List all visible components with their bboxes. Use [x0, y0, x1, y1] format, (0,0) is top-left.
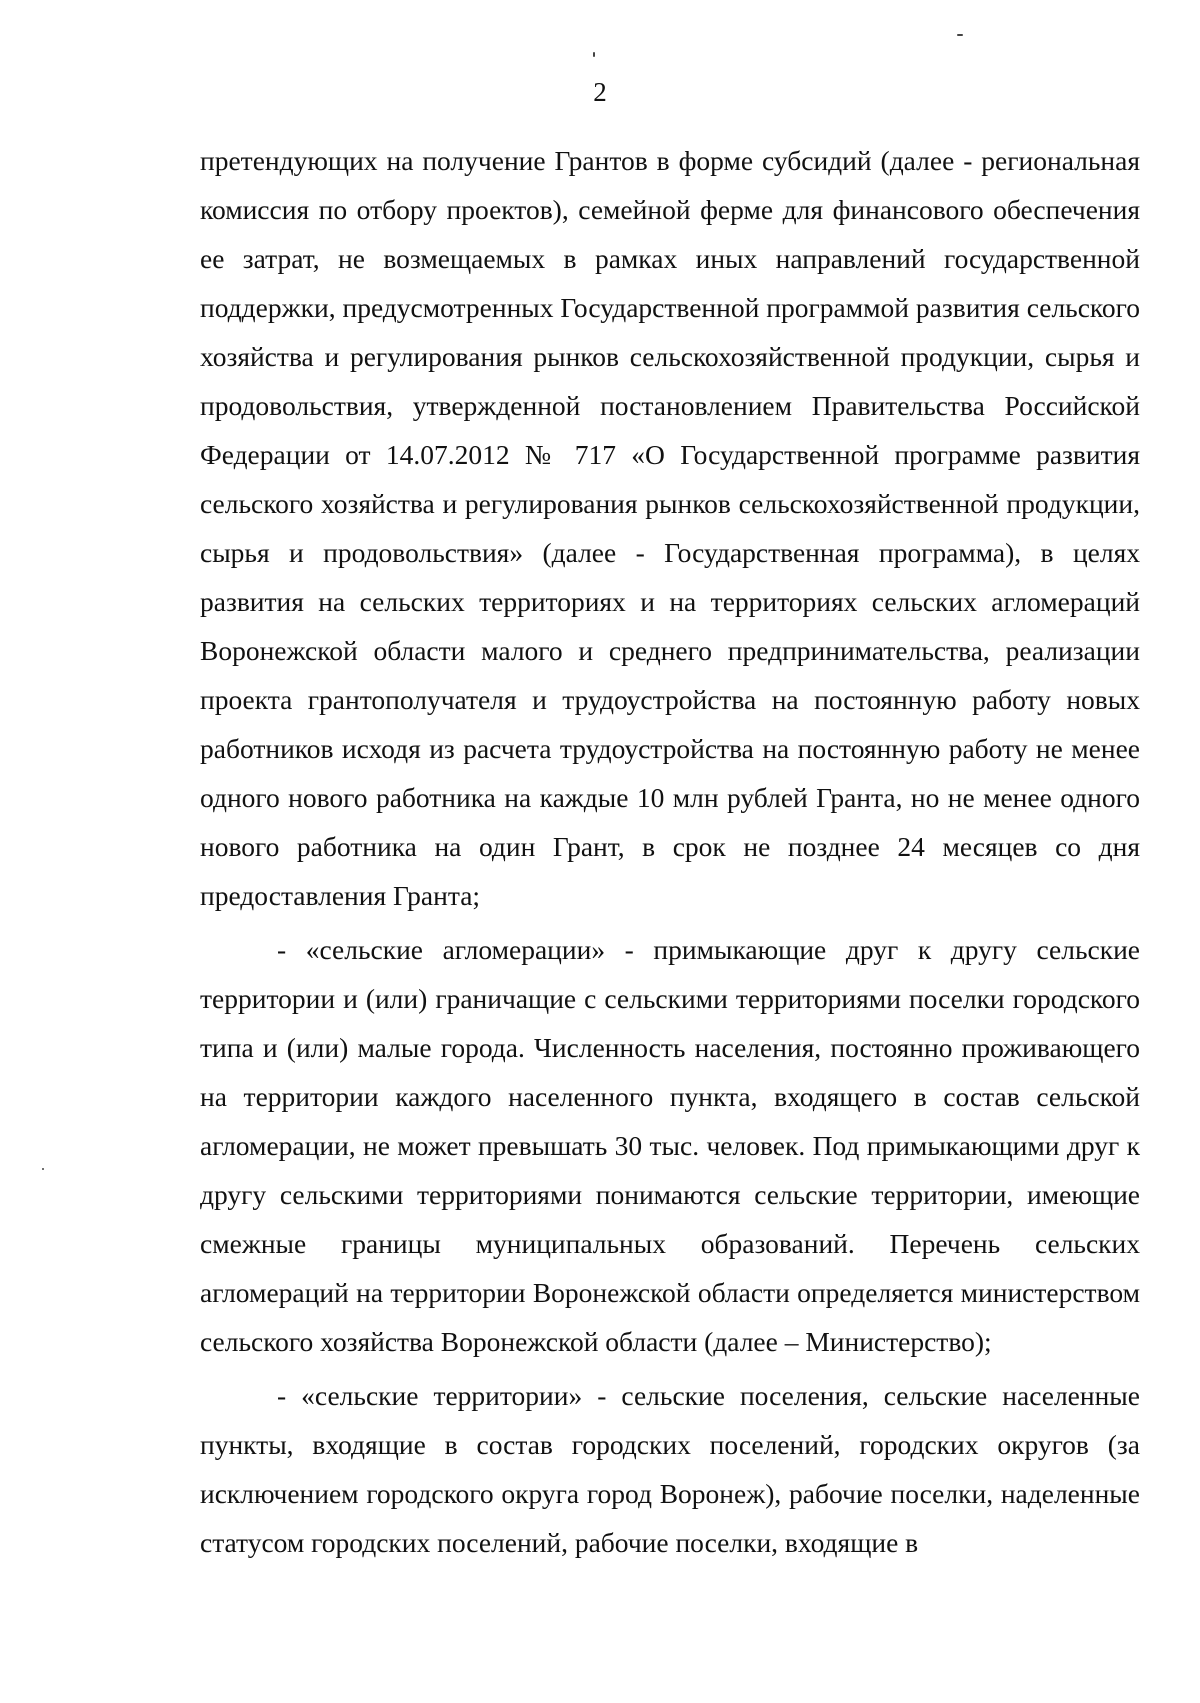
document-body — [200, 136, 1140, 1567]
paragraph-rural-territories: - «сельские территории» - сельские поселения, сельские населенные пункты, входящие в состав городских поселений, городских округов (за исключением городского округа город Воронеж), рабочие поселки, наделенные статусом городских поселений, рабочие поселки, входящие в — [200, 1380, 1140, 1558]
page-number: 2 — [593, 77, 607, 107]
scan-speck — [42, 1168, 44, 1170]
paragraph-continuation: претендующих на получение Грантов в форме субсидий (далее - региональная комиссия по отбору проектов), семейной ферме для финансового обеспечения ее затрат, не возмещаемых в рамках иных направлений государственной поддержки, предусмотренных Государственной программой развития сельского хозяйства и регулирования рынков сельскохозяйственной продукции, сырья и продовольствия, утвержденной постановлением Правительства Российской Федерации от 14.07.2012 № 717 «О Государственной программе развития сельского хозяйства и регулирования рынков сельскохозяйственной продукции, сырья и продовольствия» (далее - Государственная программа), в целях развития на сельских территориях и на территориях сельских агломераций Воронежской области малого и среднего предпринимательства, реализации проекта грантополучателя и трудоустройства на постоянную работу новых работников исходя из расчета трудоустройства на постоянную работу не менее одного нового работника на каждые 10 млн рублей Гранта, но не менее одного нового работника на один Грант, в срок не позднее 24 месяцев со дня предоставления Гранта; — [200, 145, 1140, 911]
scan-speck — [957, 34, 963, 36]
scan-speck — [593, 52, 595, 57]
paragraph-rural-agglomerations: - «сельские агломерации» - примыкающие друг к другу сельские территории и (или) граничащие с сельскими территориями поселки городского типа и (или) малые города. Численность населения, постоянно проживающего на территории каждого населенного пункта, входящего в состав сельской агломерации, не может превышать 30 тыс. человек. Под примыкающими друг к другу сельскими территориями понимаются сельские территории, имеющие смежные границы муниципальных образований. Перечень сельских агломераций на территории Воронежской области определяется министерством сельского хозяйства Воронежской области (далее – Министерство); — [200, 934, 1140, 1357]
